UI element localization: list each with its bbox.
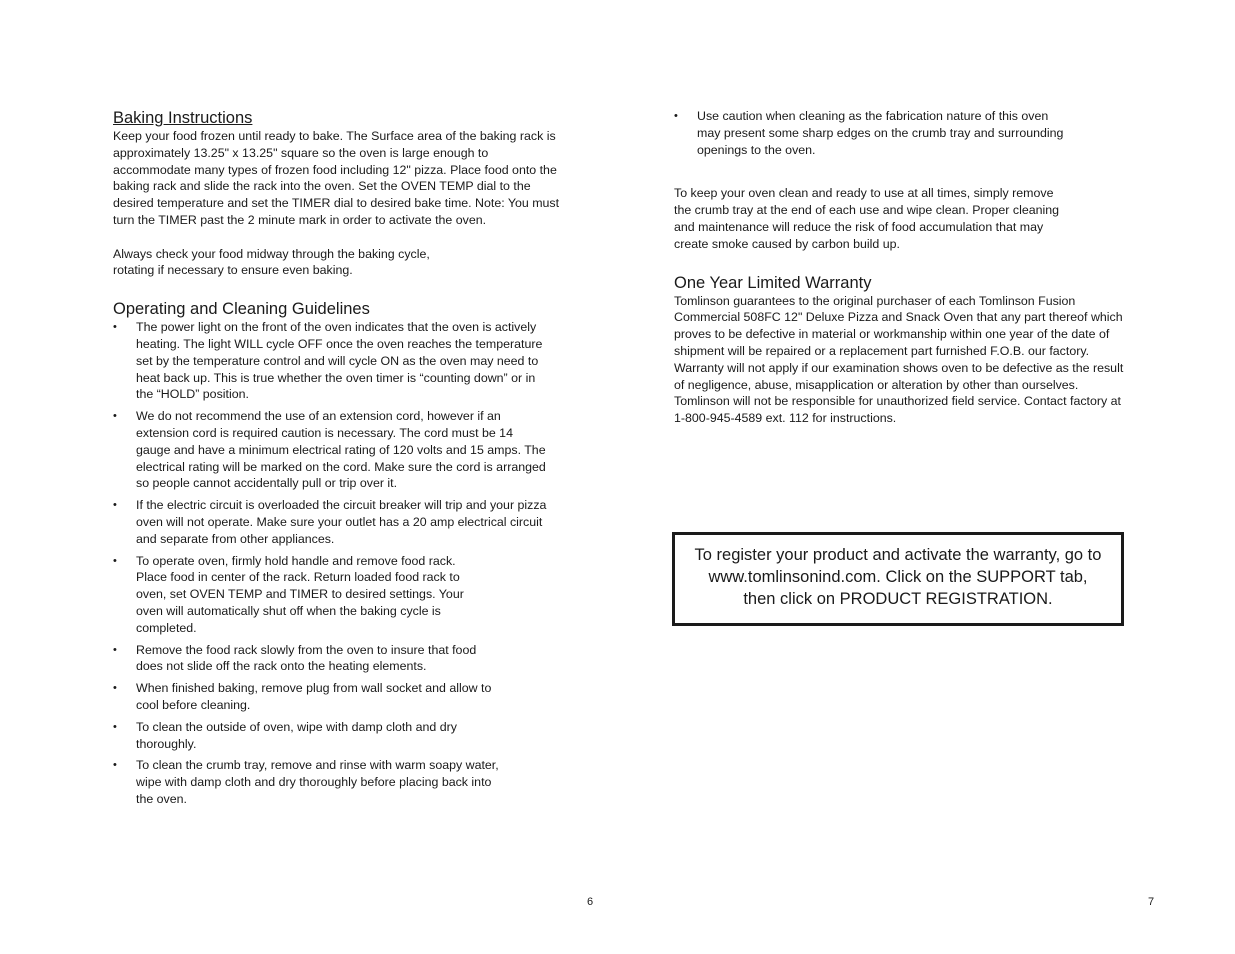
page-number-left: 6 [587, 896, 594, 908]
list-item-text: When finished baking, remove plug from wall socket and allow to cool before cleaning. [136, 681, 492, 712]
list-item [674, 108, 1073, 158]
list-item-text: Remove the food rack slowly from the oven to insure that food does not slide off the rack onto the heating elements. [136, 642, 477, 674]
list-item [113, 319, 548, 403]
list-item-text: To operate oven, firmly hold handle and remove food rack. Place food in center of the rack. Return loaded food rack to oven, set OVEN TEMP and TIMER to desired settings. Your oven will automatically shut off when the baking cycle is completed. [136, 553, 464, 635]
baking-check-paragraph: Always check your food midway through the baking cycle, rotating if necessary to ensure even baking. [113, 246, 430, 278]
cleaning-paragraph: To keep your oven clean and ready to use at all times, simply remove the crumb tray at the end of each use and wipe clean. Proper cleaning and maintenance will reduce the risk of food accumulation that may create smoke caused by carbon build up. [674, 186, 1060, 251]
registration-line-3: then click on PRODUCT REGISTRATION. [743, 590, 1053, 608]
list-item [113, 497, 548, 547]
list-item [113, 553, 488, 637]
list-item-text: If the electric circuit is overloaded the circuit breaker will trip and your pizza oven will not operate. Make sure your outlet has a 20 amp electrical circuit and separate from other appliances. [136, 498, 547, 546]
caution-list [674, 108, 1126, 158]
right-page-content [674, 108, 1126, 427]
bullet-glyph: • [113, 720, 117, 733]
list-item [113, 757, 512, 807]
bullet-glyph: • [674, 110, 678, 122]
list-item-text: Use caution when cleaning as the fabrication nature of this oven may present some sharp edges on the crumb tray and surrounding openings to the oven. [697, 109, 1064, 157]
baking-instructions-heading: Baking Instructions [113, 109, 253, 127]
bullet-glyph: • [113, 410, 117, 423]
warranty-paragraph: Tomlinson guarantees to the original purchaser of each Tomlinson Fusion Commercial 508FC 12" Deluxe Pizza and Snack Oven that any part thereof which proves to be defective in material or workmanship within one year of the date of shipment will be repaired or a replacement part furnished F.O.B. our factory. Warranty will not apply if our examination shows oven to be defective as the result of negligence, abuse, misapplication or alteration by other than ourselves. Tomlinson will not be responsible for unauthorized field service. Contact factory at 1-800-945-4589 ext. 112 for instructions. [674, 293, 1124, 426]
baking-instructions-paragraph: Keep your food frozen until ready to bake. The Surface area of the baking rack is approximately 13.25" x 13.25" square so the oven is large enough to accommodate many types of frozen food including 12" pizza. Place food onto the baking rack and slide the rack into the oven. Set the OVEN TEMP dial to the desired temperature and set the TIMER dial to desired bake time. Note: You must turn the TIMER past the 2 minute mark in order to activate the oven. [113, 129, 560, 227]
list-item [113, 642, 506, 676]
bullet-glyph: • [113, 554, 117, 567]
list-item-text: The power light on the front of the oven indicates that the oven is actively heating. The light WILL cycle OFF once the oven reaches the temperature set by the temperature control and will cycle ON as the oven may need to heat back up. This is true whether the oven timer is “counting down” or in the “HOLD” position. [136, 320, 543, 402]
list-item-text: To clean the outside of oven, wipe with damp cloth and dry thoroughly. [136, 719, 457, 751]
list-item-text: To clean the crumb tray, remove and rinse with warm soapy water, wipe with damp cloth and dry thoroughly before placing back into the oven. [136, 758, 499, 806]
list-item [113, 408, 550, 492]
bullet-glyph: • [113, 682, 117, 695]
list-item [113, 719, 512, 753]
list-item-text: We do not recommend the use of an extension cord, however if an extension cord is required caution is necessary. The cord must be 14 gauge and have a minimum electrical rating of 120 volts and 15 amps. The electrical rating will be marked on the cord. Make sure the cord is arranged so people cannot accidentally pull or trip over it. [136, 409, 546, 491]
warranty-heading: One Year Limited Warranty [674, 273, 872, 292]
operating-guidelines-heading: Operating and Cleaning Guidelines [113, 300, 370, 319]
bullet-glyph: • [113, 321, 117, 334]
registration-line-2: www.tomlinsonind.com. Click on the SUPPORT tab, [708, 568, 1088, 586]
operating-guidelines-list [113, 319, 561, 808]
registration-line-1: To register your product and activate the warranty, go to [694, 546, 1102, 564]
bullet-glyph: • [113, 499, 117, 512]
list-item [113, 680, 498, 714]
bullet-glyph: • [113, 759, 117, 772]
bullet-glyph: • [113, 643, 117, 656]
left-page-content [113, 108, 561, 813]
page-number-right: 7 [1148, 896, 1155, 908]
registration-notice-box [672, 532, 1124, 626]
